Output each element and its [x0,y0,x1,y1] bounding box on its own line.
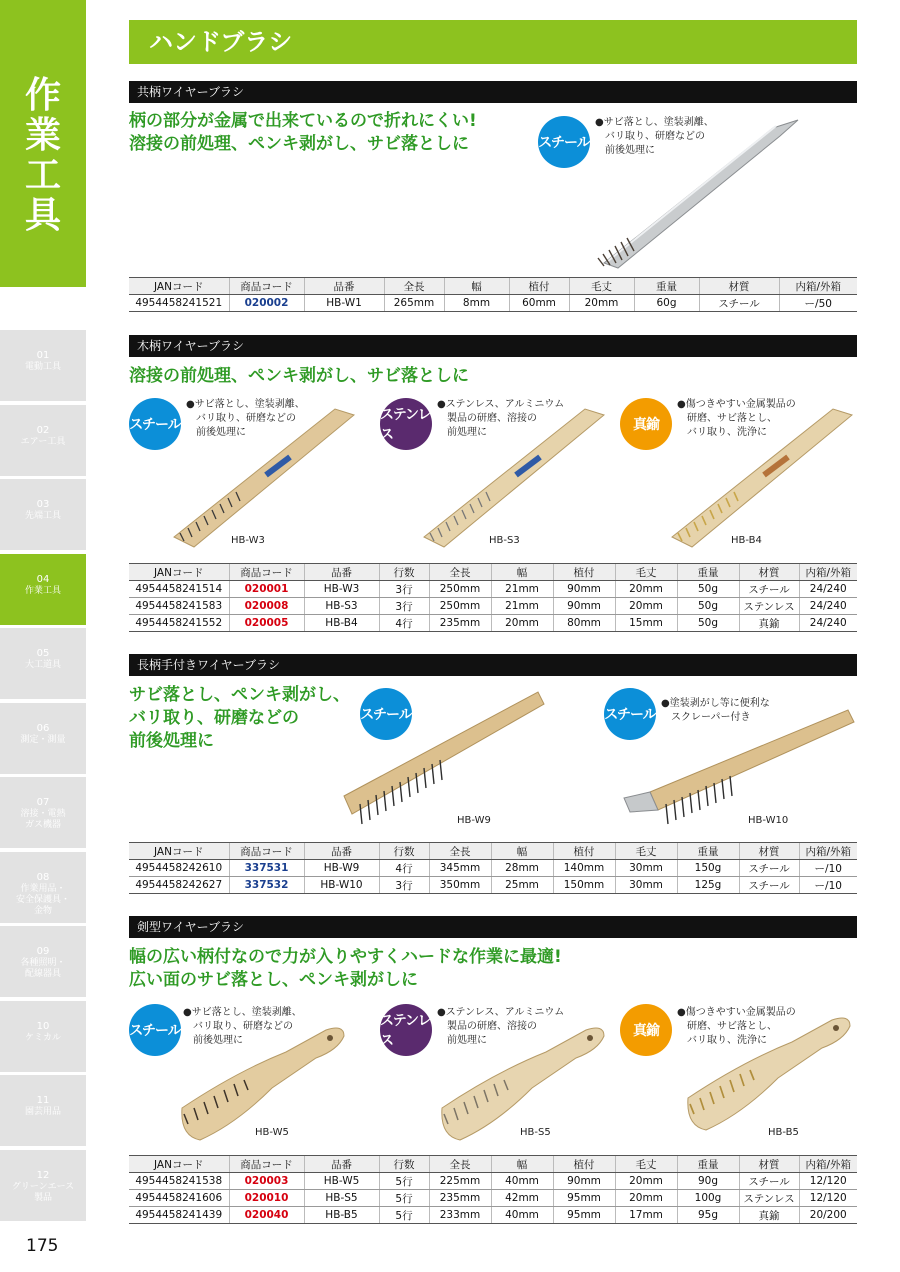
page-number: 175 [26,1236,59,1256]
table-cell: 4954458241514 [129,581,229,598]
product-code-cell: 020008 [229,598,304,615]
column-header: 商品コード [229,278,304,295]
table-cell: スチール [739,877,799,894]
table-cell: 17mm [615,1207,677,1224]
column-header: 内箱/外箱 [799,843,857,860]
column-header: 品番 [304,1156,379,1173]
section-headline: 幅の広い柄付なので力が入りやすくハードな作業に最適! 広い面のサビ落とし、ペンキ剥がしに [129,947,562,990]
table-cell: 4行 [379,860,429,877]
table-cell: 350mm [429,877,491,894]
sidebar-tab-label: 大工道具 [24,660,61,670]
feature-note: ●塗装剥がし等に便利な スクレーパー付き [661,698,770,723]
sidebar-tab-07[interactable] [0,777,86,850]
table-cell: 235mm [429,615,491,632]
table-cell: 345mm [429,860,491,877]
product-code-cell: 020001 [229,581,304,598]
sidebar-tab-12[interactable] [0,1150,86,1223]
column-header: 重量 [677,564,739,581]
sidebar-tab-label: 配線器具 [24,969,61,979]
column-header: 品番 [304,843,379,860]
table-cell: 225mm [429,1173,491,1190]
sidebar-tab-label: 作業用品・ [20,883,66,894]
sidebar-tab-label: 金物 [33,905,52,916]
table-row [129,1207,857,1224]
column-header: 材質 [739,843,799,860]
table-cell: 4954458241583 [129,598,229,615]
table-cell: HB-S3 [304,598,379,615]
table-cell: 150g [677,860,739,877]
feature-note: ●ステンレス、アルミニウム 製品の研磨、溶接の 前処理に [437,1007,565,1046]
table-cell: 80mm [553,615,615,632]
material-badge-steel: スチール [129,1004,181,1056]
table-cell: ー/10 [799,860,857,877]
table-cell: 真鍮 [739,615,799,632]
table-cell: 21mm [491,598,553,615]
sidebar-tab-label: 電動工具 [24,362,61,372]
table-cell: HB-W3 [304,581,379,598]
section-header: 共柄ワイヤーブラシ [129,81,857,103]
table-cell: 4954458242610 [129,860,229,877]
column-header: 重量 [677,1156,739,1173]
table-cell: 15mm [615,615,677,632]
table-header-row [129,278,857,295]
product-image-hb-w1 [598,118,808,278]
material-badge-brass: 真鍮 [620,1004,672,1056]
table-cell: HB-W10 [304,877,379,894]
table-cell: 90mm [553,581,615,598]
feature-note: ●サビ落とし、塗装剥離、 バリ取り、研磨などの 前後処理に [595,117,714,156]
table-row [129,615,857,632]
table-cell: 50g [677,615,739,632]
model-label: HB-S5 [520,1127,551,1138]
table-cell: 4954458242627 [129,877,229,894]
sidebar-tab-label: 各種照明・ [20,958,66,968]
sidebar-tab-label: グリーンエース [11,1181,75,1192]
table-row [129,1190,857,1207]
product-image-hb-b4 [668,405,858,550]
feature-note: ●傷つきやすい金属製品の 研磨、サビ落とし、 バリ取り、洗浄に [677,399,796,438]
column-header: 商品コード [229,1156,304,1173]
sidebar-tab-02[interactable] [0,405,86,478]
column-header: 品番 [304,564,379,581]
table-row [129,1173,857,1190]
table-cell: 4954458241538 [129,1173,229,1190]
model-label: HB-W3 [231,535,265,546]
feature-note: ●サビ落とし、塗装剥離、 バリ取り、研磨などの 前後処理に [183,1007,302,1046]
column-header: 植付 [553,564,615,581]
sidebar-tab-label: 溶接・電熱 [20,809,66,819]
sidebar-tab-number: 08 [36,871,50,883]
table-cell: ステンレス [739,598,799,615]
table-cell: 24/240 [799,598,857,615]
feature-note: ●傷つきやすい金属製品の 研磨、サビ落とし、 バリ取り、洗浄に [677,1007,796,1046]
sidebar-tab-number: 06 [36,722,50,734]
sidebar-tab-number: 01 [36,350,50,361]
table-cell: スチール [739,1173,799,1190]
column-header: 植付 [553,1156,615,1173]
table-cell: 4954458241439 [129,1207,229,1224]
material-badge-steel: スチール [129,398,181,450]
section-headline: 柄の部分が金属で出来ているので折れにくい! 溶接の前処理、ペンキ剥がし、サビ落としに [129,111,477,154]
section-header: 木柄ワイヤーブラシ [129,335,857,357]
spec-table-3 [129,842,857,894]
sidebar-tab-09[interactable] [0,926,86,999]
model-label: HB-W9 [457,815,491,826]
table-cell: 20mm [615,1190,677,1207]
column-header: 全長 [429,843,491,860]
feature-note: ●サビ落とし、塗装剥離、 バリ取り、研磨などの 前後処理に [186,399,305,438]
table-cell: 5行 [379,1207,429,1224]
table-cell: HB-B4 [304,615,379,632]
table-cell: HB-W1 [304,295,384,312]
table-cell: 50g [677,581,739,598]
spec-table-2 [129,563,857,632]
table-cell: 20/200 [799,1207,857,1224]
sidebar-tab-number: 02 [36,424,50,436]
table-cell: HB-W5 [304,1173,379,1190]
table-cell: 3行 [379,581,429,598]
sidebar-tab-number: 11 [36,1095,50,1106]
table-cell: 20mm [569,295,634,312]
table-cell: 40mm [491,1173,553,1190]
table-cell: 265mm [384,295,444,312]
table-cell: 30mm [615,877,677,894]
column-header: 品番 [304,278,384,295]
column-header: 重量 [677,843,739,860]
table-cell: ステンレス [739,1190,799,1207]
sidebar-tab-number: 12 [36,1169,50,1181]
column-header: 全長 [429,564,491,581]
product-code-cell: 020005 [229,615,304,632]
table-header-row [129,564,857,581]
column-header: 材質 [739,564,799,581]
product-image-hb-b5 [682,1014,857,1139]
sidebar-tab-label: 園芸用品 [24,1107,61,1117]
column-header: 植付 [509,278,569,295]
table-cell: 4954458241606 [129,1190,229,1207]
material-badge-stainless: ステンレス [380,398,432,450]
sidebar-category-block [0,0,86,287]
column-header: 毛丈 [615,1156,677,1173]
model-label: HB-B5 [768,1127,799,1138]
table-cell: 95g [677,1207,739,1224]
table-cell: 8mm [444,295,509,312]
table-row [129,598,857,615]
column-header: 幅 [444,278,509,295]
product-image-hb-s3 [420,405,610,550]
sidebar-tab-label: 安全保護具・ [15,894,70,905]
table-cell: 50g [677,598,739,615]
table-cell: 24/240 [799,581,857,598]
table-cell: 95mm [553,1207,615,1224]
product-code-cell: 020010 [229,1190,304,1207]
product-image-hb-w10 [620,700,860,830]
table-cell: 4954458241552 [129,615,229,632]
table-cell: 5行 [379,1190,429,1207]
table-cell: 250mm [429,598,491,615]
sidebar-tab-label: ケミカル [24,1032,61,1043]
sidebar-tab-number: 04 [36,573,50,585]
table-cell: スチール [739,860,799,877]
column-header: 商品コード [229,564,304,581]
table-cell: 20mm [615,1173,677,1190]
column-header: 全長 [384,278,444,295]
sidebar-tab-10[interactable] [0,1001,86,1074]
table-cell: ー/50 [779,295,857,312]
table-cell: HB-S5 [304,1190,379,1207]
table-cell: HB-W9 [304,860,379,877]
table-cell: 4行 [379,615,429,632]
table-cell: スチール [699,295,779,312]
column-header: 毛丈 [615,564,677,581]
table-cell: 233mm [429,1207,491,1224]
table-cell: 4954458241521 [129,295,229,312]
column-header: 幅 [491,843,553,860]
column-header: 材質 [699,278,779,295]
sidebar-tab-label: エアー工具 [20,436,66,447]
model-label: HB-W10 [748,815,789,826]
sidebar-tab-11[interactable] [0,1075,86,1148]
table-cell: 12/120 [799,1190,857,1207]
table-row [129,860,857,877]
table-cell: 140mm [553,860,615,877]
table-cell: 20mm [615,581,677,598]
column-header: 全長 [429,1156,491,1173]
material-badge-stainless: ステンレス [380,1004,432,1056]
sidebar-tab-number: 05 [36,648,50,659]
product-image-hb-w9 [340,690,550,830]
column-header: 毛丈 [615,843,677,860]
product-code-cell: 020040 [229,1207,304,1224]
column-header: 行数 [379,1156,429,1173]
table-cell: 20mm [491,615,553,632]
sidebar-tab-label: 製品 [33,1192,52,1203]
column-header: JANコード [129,843,229,860]
table-cell: 30mm [615,860,677,877]
product-code-cell: 337532 [229,877,304,894]
table-cell: 40mm [491,1207,553,1224]
column-header: 毛丈 [569,278,634,295]
table-row [129,581,857,598]
model-label: HB-W5 [255,1127,289,1138]
table-cell: 真鍮 [739,1207,799,1224]
section-header: 長柄手付きワイヤーブラシ [129,654,857,676]
table-cell: ー/10 [799,877,857,894]
column-header: 幅 [491,564,553,581]
material-badge-steel: スチール [604,688,656,740]
table-row [129,877,857,894]
spec-table-1 [129,277,857,312]
column-header: 材質 [739,1156,799,1173]
sidebar-tab-06[interactable] [0,703,86,776]
table-cell: 25mm [491,877,553,894]
sidebar-tab-number: 10 [36,1020,50,1032]
sidebar-tab-number: 09 [36,946,50,957]
model-label: HB-S3 [489,535,520,546]
column-header: 幅 [491,1156,553,1173]
table-cell: HB-B5 [304,1207,379,1224]
sidebar-tab-label: 作業工具 [24,585,61,596]
table-cell: 90mm [553,1173,615,1190]
section-header: 剣型ワイヤーブラシ [129,916,857,938]
section-headline: サビ落とし、ペンキ剥がし、 バリ取り、研磨などの 前後処理に [129,685,350,751]
table-cell: 100g [677,1190,739,1207]
table-cell: 42mm [491,1190,553,1207]
sidebar-tab-03[interactable] [0,479,86,552]
column-header: JANコード [129,564,229,581]
table-cell: 60mm [509,295,569,312]
table-cell: 3行 [379,877,429,894]
table-cell: 125g [677,877,739,894]
table-cell: 235mm [429,1190,491,1207]
table-header-row [129,843,857,860]
section-headline: 溶接の前処理、ペンキ剥がし、サビ落としに [129,366,469,386]
column-header: JANコード [129,1156,229,1173]
sidebar-tab-04[interactable] [0,554,86,627]
product-code-cell: 020002 [229,295,304,312]
sidebar-tab-label: 先端工具 [24,511,61,521]
sidebar-category-title: 作 業 工 具 [24,75,61,236]
table-cell: 21mm [491,581,553,598]
spec-table-4 [129,1155,857,1224]
model-label: HB-B4 [731,535,762,546]
column-header: 商品コード [229,843,304,860]
column-header: JANコード [129,278,229,295]
material-badge-steel: スチール [360,688,412,740]
sidebar-tab-label: 測定・測量 [20,734,66,745]
column-header: 内箱/外箱 [799,1156,857,1173]
table-header-row [129,1156,857,1173]
column-header: 植付 [553,843,615,860]
table-cell: 95mm [553,1190,615,1207]
sidebar-tab-number: 03 [36,499,50,510]
column-header: 重量 [634,278,699,295]
table-cell: 90mm [553,598,615,615]
table-row [129,295,857,312]
sidebar-tab-label: ガス機器 [24,820,61,830]
column-header: 内箱/外箱 [779,278,857,295]
table-cell: 5行 [379,1173,429,1190]
column-header: 行数 [379,843,429,860]
table-cell: 20mm [615,598,677,615]
table-cell: 28mm [491,860,553,877]
column-header: 内箱/外箱 [799,564,857,581]
product-code-cell: 020003 [229,1173,304,1190]
page-title: ハンドブラシ [129,20,857,64]
feature-note: ●ステンレス、アルミニウム 製品の研磨、溶接の 前処理に [437,399,565,438]
sidebar-tab-05[interactable] [0,628,86,701]
table-cell: 90g [677,1173,739,1190]
table-cell: 24/240 [799,615,857,632]
material-badge-brass: 真鍮 [620,398,672,450]
product-code-cell: 337531 [229,860,304,877]
table-cell: 3行 [379,598,429,615]
sidebar-tab-01[interactable] [0,330,86,403]
table-cell: 150mm [553,877,615,894]
table-cell: 60g [634,295,699,312]
table-cell: 12/120 [799,1173,857,1190]
table-cell: スチール [739,581,799,598]
sidebar-tab-number: 07 [36,797,50,808]
sidebar-tab-08[interactable] [0,852,86,925]
material-badge-steel: スチール [538,116,590,168]
column-header: 行数 [379,564,429,581]
table-cell: 250mm [429,581,491,598]
product-image-hb-w3 [170,405,360,550]
